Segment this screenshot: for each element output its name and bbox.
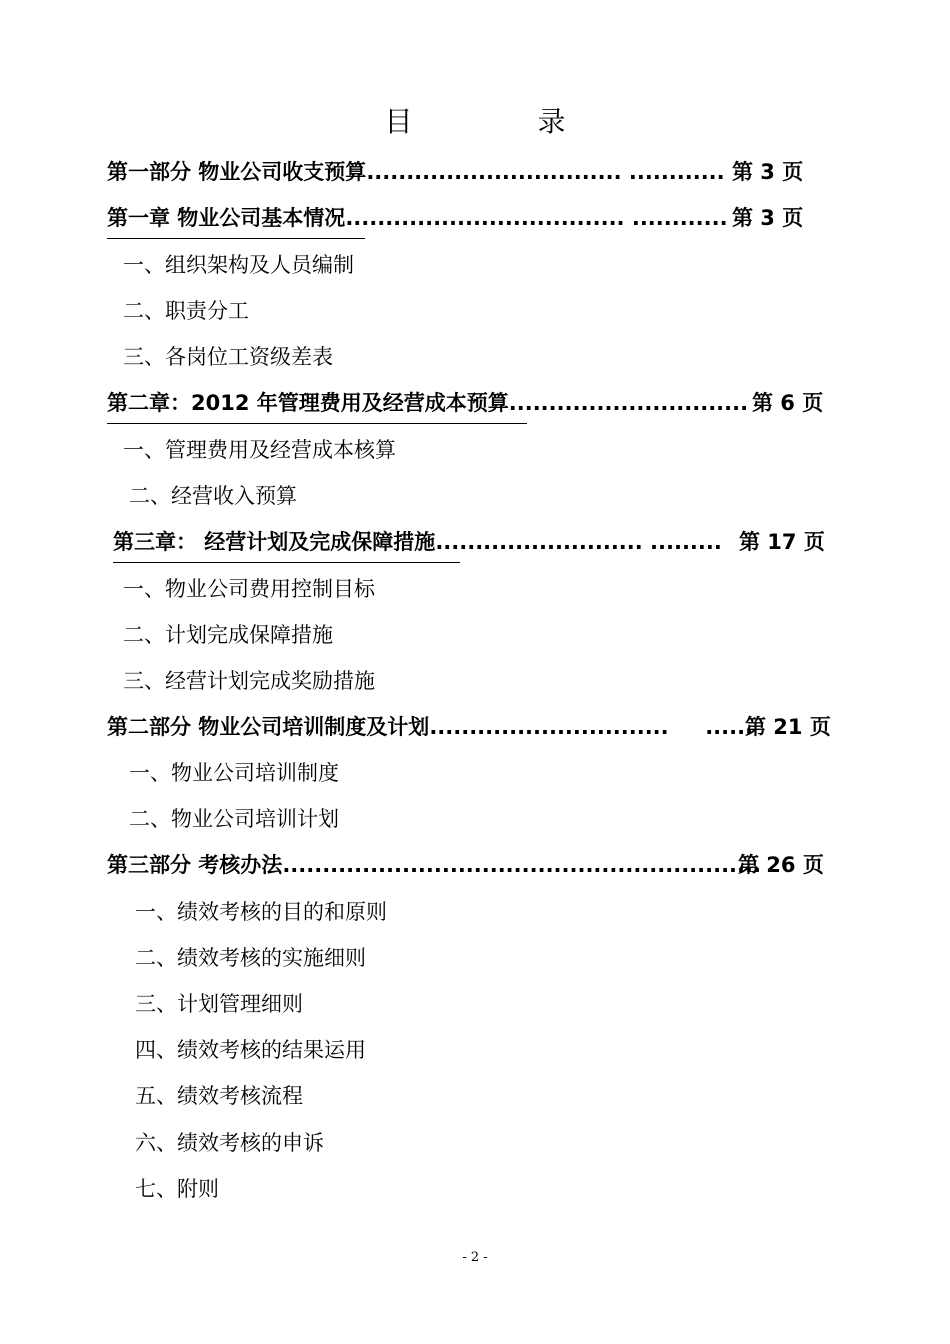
toc-page-number: 第 3 页 xyxy=(732,206,804,230)
chapter-2-underline xyxy=(107,423,527,424)
toc-subentry[interactable]: 二、职责分工 xyxy=(123,299,249,323)
toc-entry-label: 第二章：2012 年管理费用及经营成本预算 xyxy=(107,391,509,415)
toc-leader-dots: .......................... ......... xyxy=(435,530,722,554)
toc-subentry[interactable]: 二、经营收入预算 xyxy=(129,484,297,508)
toc-subentry[interactable]: 三、各岗位工资级差表 xyxy=(123,345,333,369)
toc-entry-chapter-2[interactable] xyxy=(107,386,827,420)
toc-page-number: 第 26 页 xyxy=(738,853,824,877)
toc-entry-part-3[interactable] xyxy=(107,848,837,882)
toc-leader-dots: ................................... ............ xyxy=(345,206,728,230)
toc-leader-dots: ............................................................ xyxy=(282,853,761,877)
toc-subentry[interactable]: 一、物业公司培训制度 xyxy=(129,761,339,785)
toc-subentry[interactable]: 三、经营计划完成奖励措施 xyxy=(123,669,375,693)
toc-leader-dots: .............................. ...... xyxy=(429,715,754,739)
toc-page-number: 第 17 页 xyxy=(739,530,825,554)
toc-subentry[interactable]: 四、绩效考核的结果运用 xyxy=(135,1038,366,1062)
toc-subentry[interactable]: 二、物业公司培训计划 xyxy=(129,807,339,831)
chapter-1-underline xyxy=(107,238,365,239)
toc-subentry[interactable]: 一、绩效考核的目的和原则 xyxy=(135,900,387,924)
toc-subentry[interactable]: 五、绩效考核流程 xyxy=(135,1084,303,1108)
toc-page-number: 第 21 页 xyxy=(745,715,831,739)
toc-subentry[interactable]: 二、绩效考核的实施细则 xyxy=(135,946,366,970)
chapter-3-underline xyxy=(113,562,460,563)
toc-entry-chapter-1[interactable] xyxy=(107,201,807,235)
toc-entry-part-1[interactable] xyxy=(107,155,807,189)
toc-subentry[interactable]: 二、计划完成保障措施 xyxy=(123,623,333,647)
toc-entry-part-2[interactable] xyxy=(107,710,837,744)
toc-entry-chapter-3[interactable] xyxy=(113,525,827,559)
toc-entry-label: 第三部分 考核办法 xyxy=(107,853,283,877)
toc-page-number: 第 3 页 xyxy=(732,160,804,184)
toc-subentry[interactable]: 一、物业公司费用控制目标 xyxy=(123,577,375,601)
toc-entry-label: 第二部分 物业公司培训制度及计划 xyxy=(107,715,430,739)
toc-leader-dots: .............................. xyxy=(508,391,749,415)
toc-subentry[interactable]: 三、计划管理细则 xyxy=(135,992,303,1016)
toc-subentry[interactable]: 一、管理费用及经营成本核算 xyxy=(123,438,396,462)
toc-subentry[interactable]: 一、组织架构及人员编制 xyxy=(123,253,354,277)
toc-page-number: 第 6 页 xyxy=(752,391,824,415)
toc-leader-dots: ................................ ............ xyxy=(366,160,725,184)
toc-subentry[interactable]: 七、附则 xyxy=(135,1177,219,1201)
toc-entry-label: 第一章 物业公司基本情况 xyxy=(107,206,346,230)
toc-title: 目 录 xyxy=(384,105,624,138)
toc-entry-label: 第一部分 物业公司收支预算 xyxy=(107,160,367,184)
page-footer-number: - 2 - xyxy=(462,1250,488,1265)
toc-subentry[interactable]: 六、绩效考核的申诉 xyxy=(135,1131,324,1155)
toc-entry-label: 第三章： 经营计划及完成保障措施 xyxy=(113,530,436,554)
